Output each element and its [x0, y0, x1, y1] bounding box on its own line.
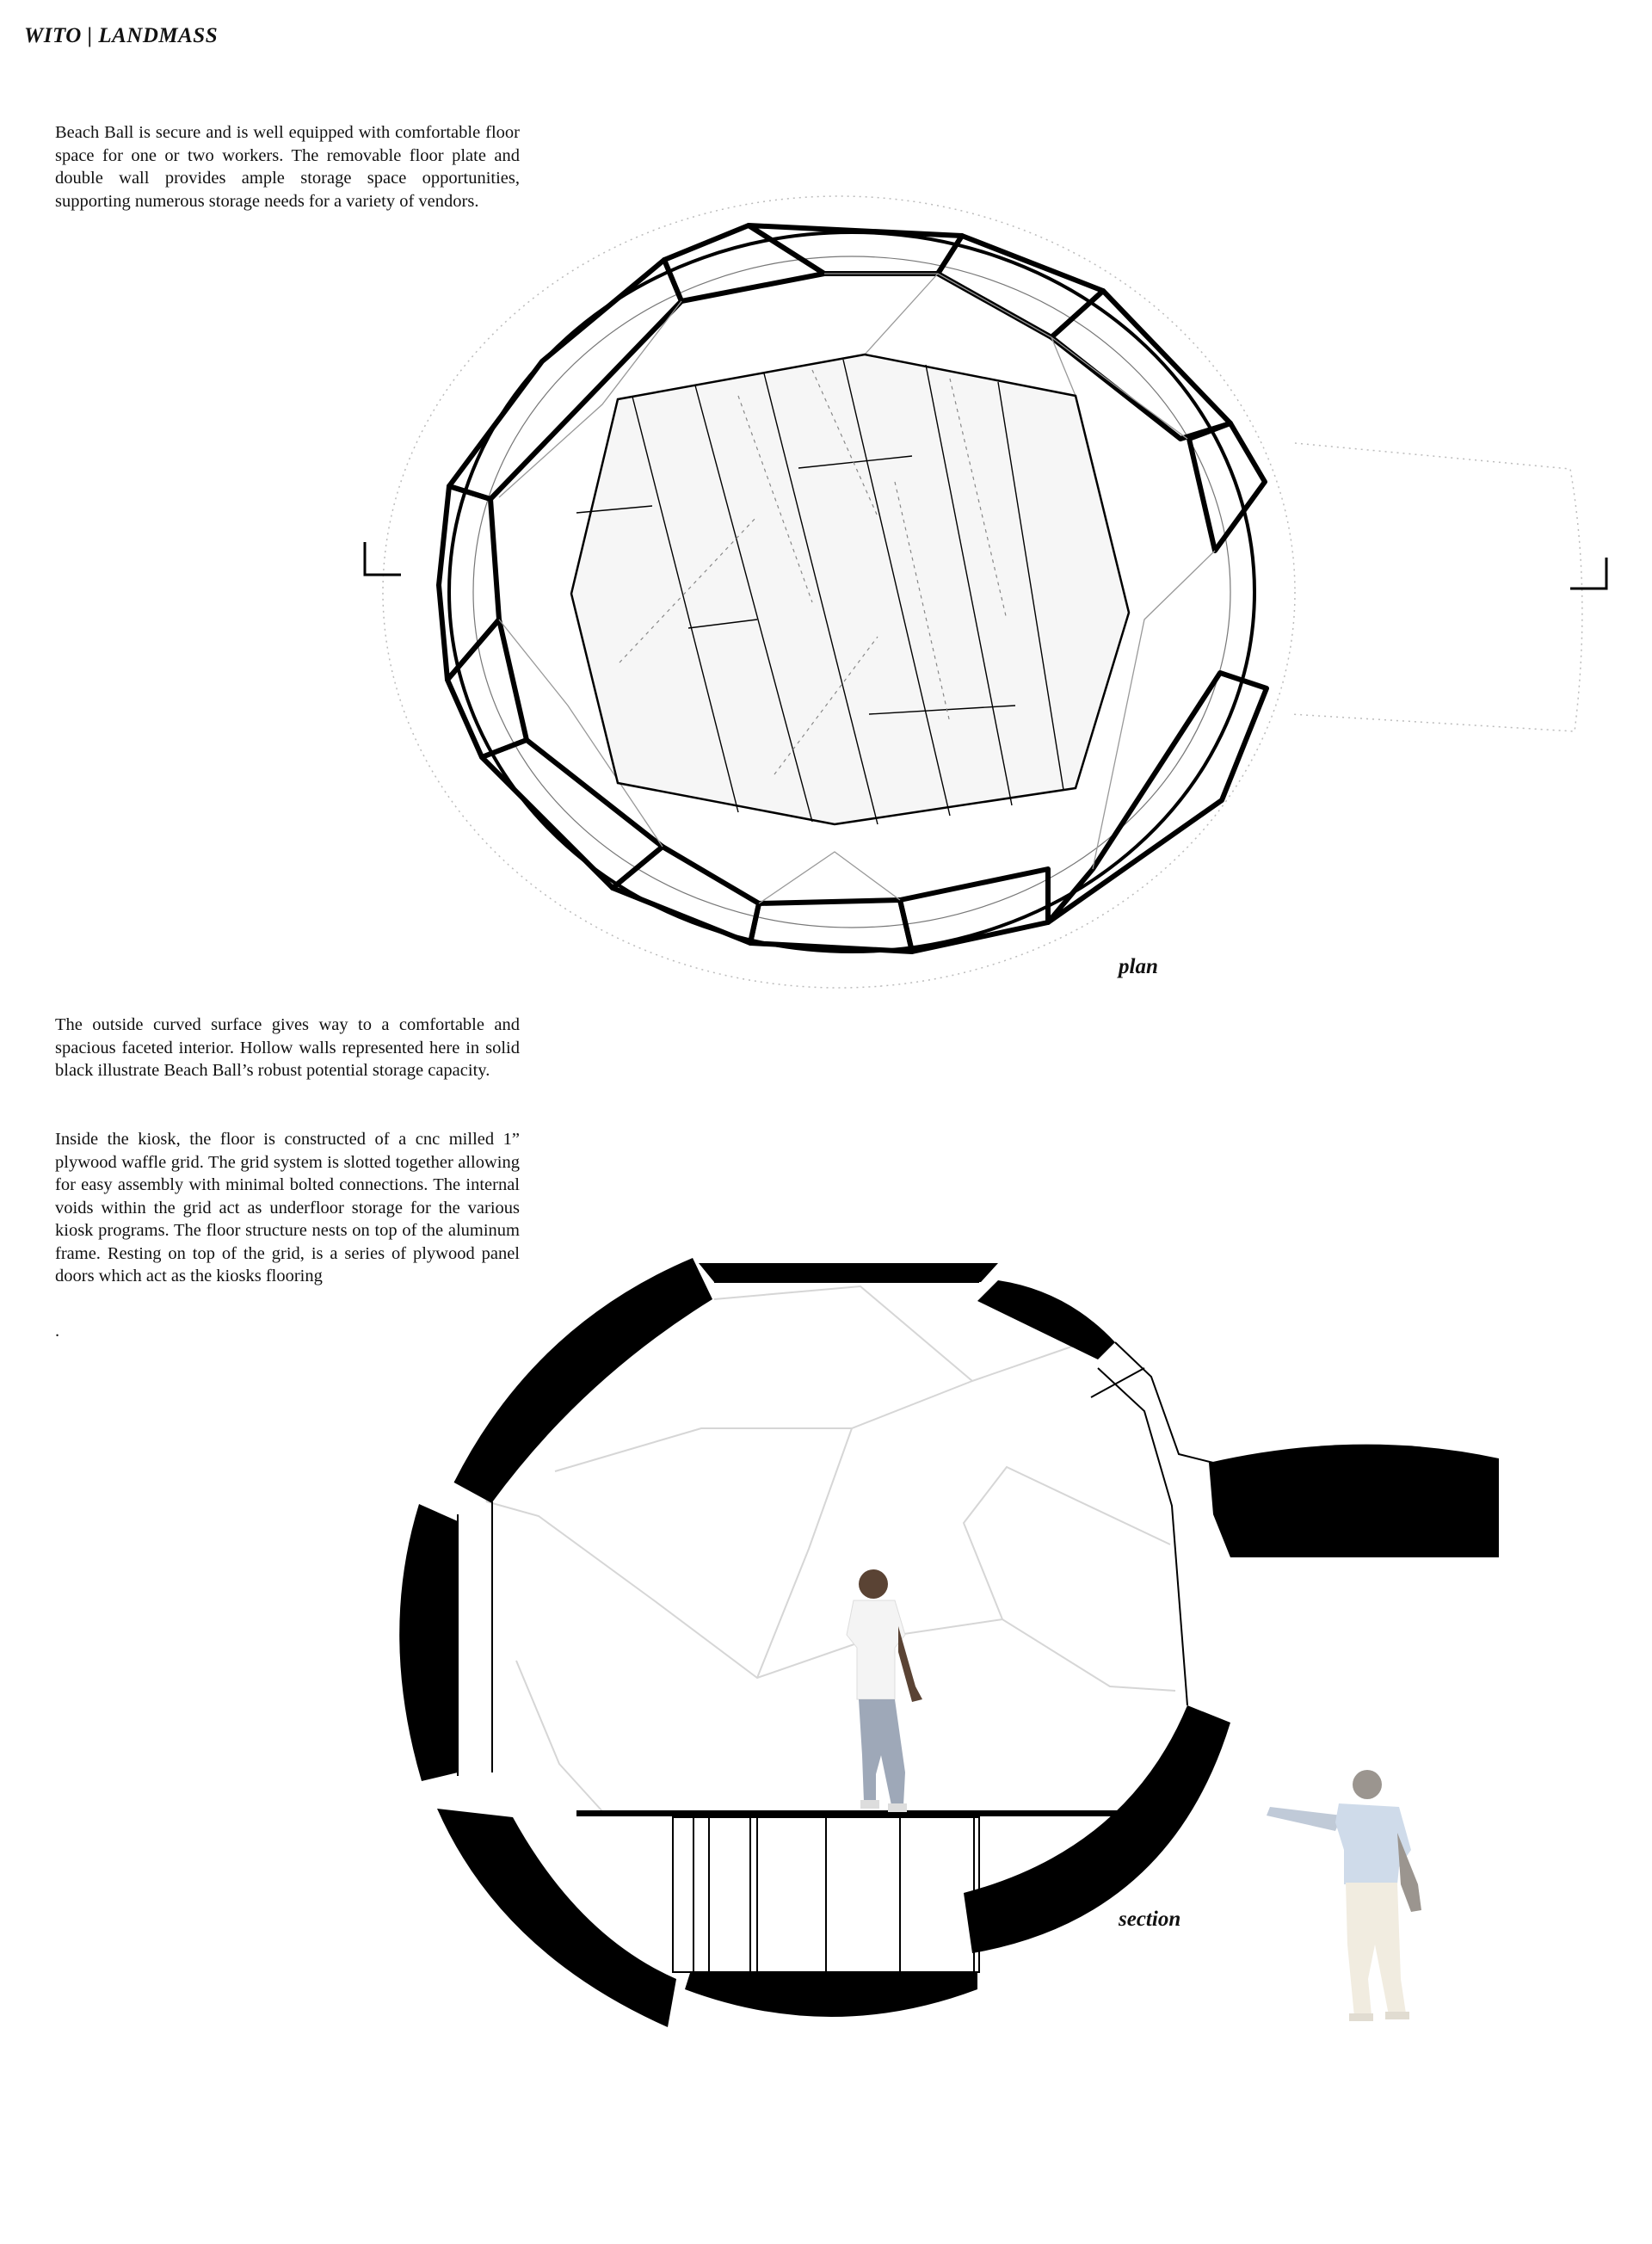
wall-segment-top — [699, 1263, 998, 1282]
plan-section-marker-left — [365, 542, 401, 575]
person-head — [859, 1569, 888, 1599]
person-arm-raised — [1267, 1807, 1342, 1831]
person-torso — [847, 1600, 905, 1699]
wall-module — [1189, 423, 1265, 551]
wall-module — [900, 869, 1048, 952]
door-swing — [1091, 1368, 1144, 1397]
section-drawing — [399, 1258, 1499, 2027]
wall-module — [749, 225, 962, 274]
person-legs — [1346, 1883, 1406, 2017]
section-floor-deck — [576, 1810, 1124, 1816]
person-shoe — [1349, 2013, 1373, 2021]
section-hollow-walls — [399, 1258, 1499, 2027]
interior-line — [486, 1501, 1175, 1691]
section-description-interior: The outside curved surface gives way to a comfortable and spacious faceted interior. Hollow walls represented here in solid black illustrate Beach Ball’s robust potential storage capacity. — [55, 1015, 520, 1080]
plan-caption: plan — [1119, 955, 1158, 978]
frame-line — [1098, 1368, 1187, 1705]
interior-line — [516, 1661, 602, 1811]
wall-module — [938, 236, 1103, 337]
plan-drawing — [365, 196, 1606, 988]
wall-segment-bottom — [685, 1973, 977, 2017]
wall-module — [447, 620, 527, 757]
person-shoe — [1385, 2012, 1409, 2019]
plan-floor-plate — [571, 354, 1129, 824]
person-head — [1353, 1770, 1382, 1799]
section-caption: section — [1119, 1908, 1181, 1931]
interior-line — [555, 1381, 972, 1471]
interior-line — [964, 1467, 1170, 1619]
wall-segment-left — [399, 1504, 458, 1781]
facet-line — [759, 852, 900, 903]
section-description-floor: Inside the kiosk, the floor is constructed of a cnc milled 1” plywood waffle grid. The grid system is slotted together allowing for easy assembly with minimal bolted connections. The internal voids within the grid act as underfloor storage for the various kiosk programs. The floor structure nests on top of the aluminum frame. Resting on top of the grid, is a series of plywood panel doors which act as the kiosks flooring — [55, 1130, 520, 1285]
section-waffle-grid — [673, 1817, 979, 1972]
wall-segment-lower-right — [964, 1705, 1230, 1953]
interior-line — [757, 1428, 852, 1678]
facet-line — [865, 274, 938, 354]
person-shoe — [860, 1800, 879, 1809]
plan-description: Beach Ball is secure and is well equipped with comfortable floor space for one or two workers. The removable floor plate and double wall provides ample storage space opportunities, supporting numerous storage needs for a variety of vendors. — [55, 123, 520, 211]
person-figure-exterior — [1267, 1770, 1421, 2021]
person-figure-interior — [847, 1569, 922, 1812]
person-shoe — [888, 1803, 907, 1812]
wall-segment-extension — [1209, 1445, 1499, 1557]
wall-segment-lower-left — [437, 1809, 676, 2027]
frame-line — [1115, 1342, 1213, 1463]
page-title: WITO | LANDMASS — [24, 24, 219, 47]
frame-line — [454, 1482, 492, 1772]
wall-segment-top-right — [977, 1280, 1115, 1359]
plan-extension-dotted-outline — [1291, 443, 1582, 731]
plan-section-marker-right — [1570, 558, 1606, 589]
person-legs — [859, 1699, 905, 1805]
wall-module — [613, 847, 759, 943]
section-description-trailing: . — [55, 1322, 60, 1341]
wall-segment-upper-left — [454, 1258, 712, 1502]
